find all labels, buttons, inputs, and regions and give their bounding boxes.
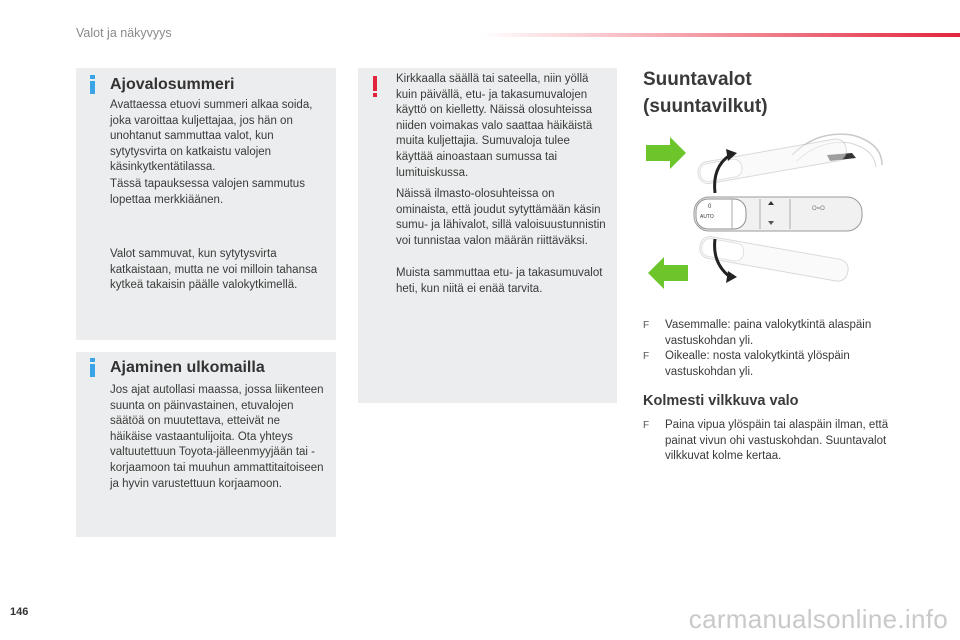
bullet-item-left <box>643 318 898 349</box>
stalk-label-auto: AUTO <box>700 214 714 220</box>
box-title-ulkomailla: Ajaminen ulkomailla <box>110 359 265 376</box>
summeri-para-1: Avattaessa etuovi summeri alkaa soida, joka varoittaa kuljettajaa, jos hän on unohtanut sammuttaa valot, kun sytytysvirta on katkaistu valojen käsinkytkentätilassa. <box>110 99 313 174</box>
watermark: carmanualsonline.info <box>688 604 948 634</box>
section-title-line-1: Suuntavalot <box>643 69 752 90</box>
subtitle-kolmesti: Kolmesti vilkkuva valo <box>643 393 799 409</box>
bullet-glyph: F <box>643 420 650 431</box>
header-title: Valot ja näkyvyys <box>76 26 172 40</box>
warning-para-3: Muista sammuttaa etu- ja takasumuvalot heti, kun niitä ei enää tarvita. <box>396 267 603 295</box>
bullet-glyph: F <box>643 320 650 331</box>
ulkomailla-para-1: Jos ajat autollasi maassa, jossa liikenteen suunta on päinvastainen, etuvalojen säätöä on muutettava, etteivät ne häikäise vastaantulijoita. Ota yhteys valtuutettuun Toyota-jälleenmyyjään tai -korjaamoon tai muuhun ammattitaitoiseen ja hyvin varustettuun korjaamoon. <box>110 384 324 490</box>
stalk-ghost-down <box>698 235 850 283</box>
stalk-label-indicator: O=O <box>812 206 825 212</box>
green-arrow-left-down-icon <box>648 257 688 289</box>
kolmesti-bullets <box>643 418 893 465</box>
warning-para-2: Näissä ilmasto-olosuhteissa on ominaista, että joudut sytyttämään käsin sumu- ja lähivalot, sillä valoisuustunnistin voi tunnistaa valon määrän riittäväksi. <box>396 188 606 247</box>
section-title-suuntavalot <box>643 66 768 120</box>
bullet-text: Paina vipua ylöspäin tai alaspäin ilman, että painat vivun ohi vastuskohdan. Suuntavalot vilkkuvat kolme kertaa. <box>665 419 889 463</box>
suuntavalot-bullets <box>643 318 898 380</box>
stalk-ghost-up <box>696 137 848 185</box>
bullet-text: Oikealle: nosta valokytkintä ylöspäin vastuskohdan yli. <box>665 350 850 378</box>
summeri-para-3: Valot sammuvat, kun sytytysvirta katkaistaan, mutta ne voi milloin tahansa kytkeä takaisin päälle valokytkimellä. <box>110 248 318 292</box>
info-icon <box>90 358 95 377</box>
light-stalk <box>694 197 862 231</box>
bullet-text: Vasemmalle: paina valokytkintä alaspäin vastuskohdan yli. <box>665 319 872 347</box>
bullet-item-right <box>643 349 898 380</box>
warning-icon <box>373 76 377 97</box>
turn-signal-illustration <box>642 125 892 300</box>
warning-para-1: Kirkkaalla säällä tai sateella, niin yöllä kuin päivällä, etu- ja takasumuvalojen käyttö on kielletty. Näissä olosuhteissa niiden voimakas valo saattaa häikäistä muita kuljettajia. Sumuvaloja tulee käyttää ainoastaan sumussa tai lumituiskussa. <box>396 73 593 179</box>
header-rule <box>480 33 960 37</box>
info-icon <box>90 75 95 94</box>
summeri-para-2: Tässä tapauksessa valojen sammutus lopettaa merkkiäänen. <box>110 178 305 206</box>
box-title-summeri: Ajovalosummeri <box>110 76 235 93</box>
bullet-glyph: F <box>643 351 650 363</box>
page-number: 146 <box>10 606 29 618</box>
green-arrow-right-up-icon <box>646 137 686 169</box>
info-box-ulkomailla <box>76 352 336 537</box>
stalk-label-zero: 0 <box>708 204 712 210</box>
bullet-item-kolmesti <box>643 418 893 465</box>
warning-box <box>358 68 617 403</box>
info-box-summeri <box>76 68 336 340</box>
section-title-line-2: (suuntavilkut) <box>643 96 768 117</box>
